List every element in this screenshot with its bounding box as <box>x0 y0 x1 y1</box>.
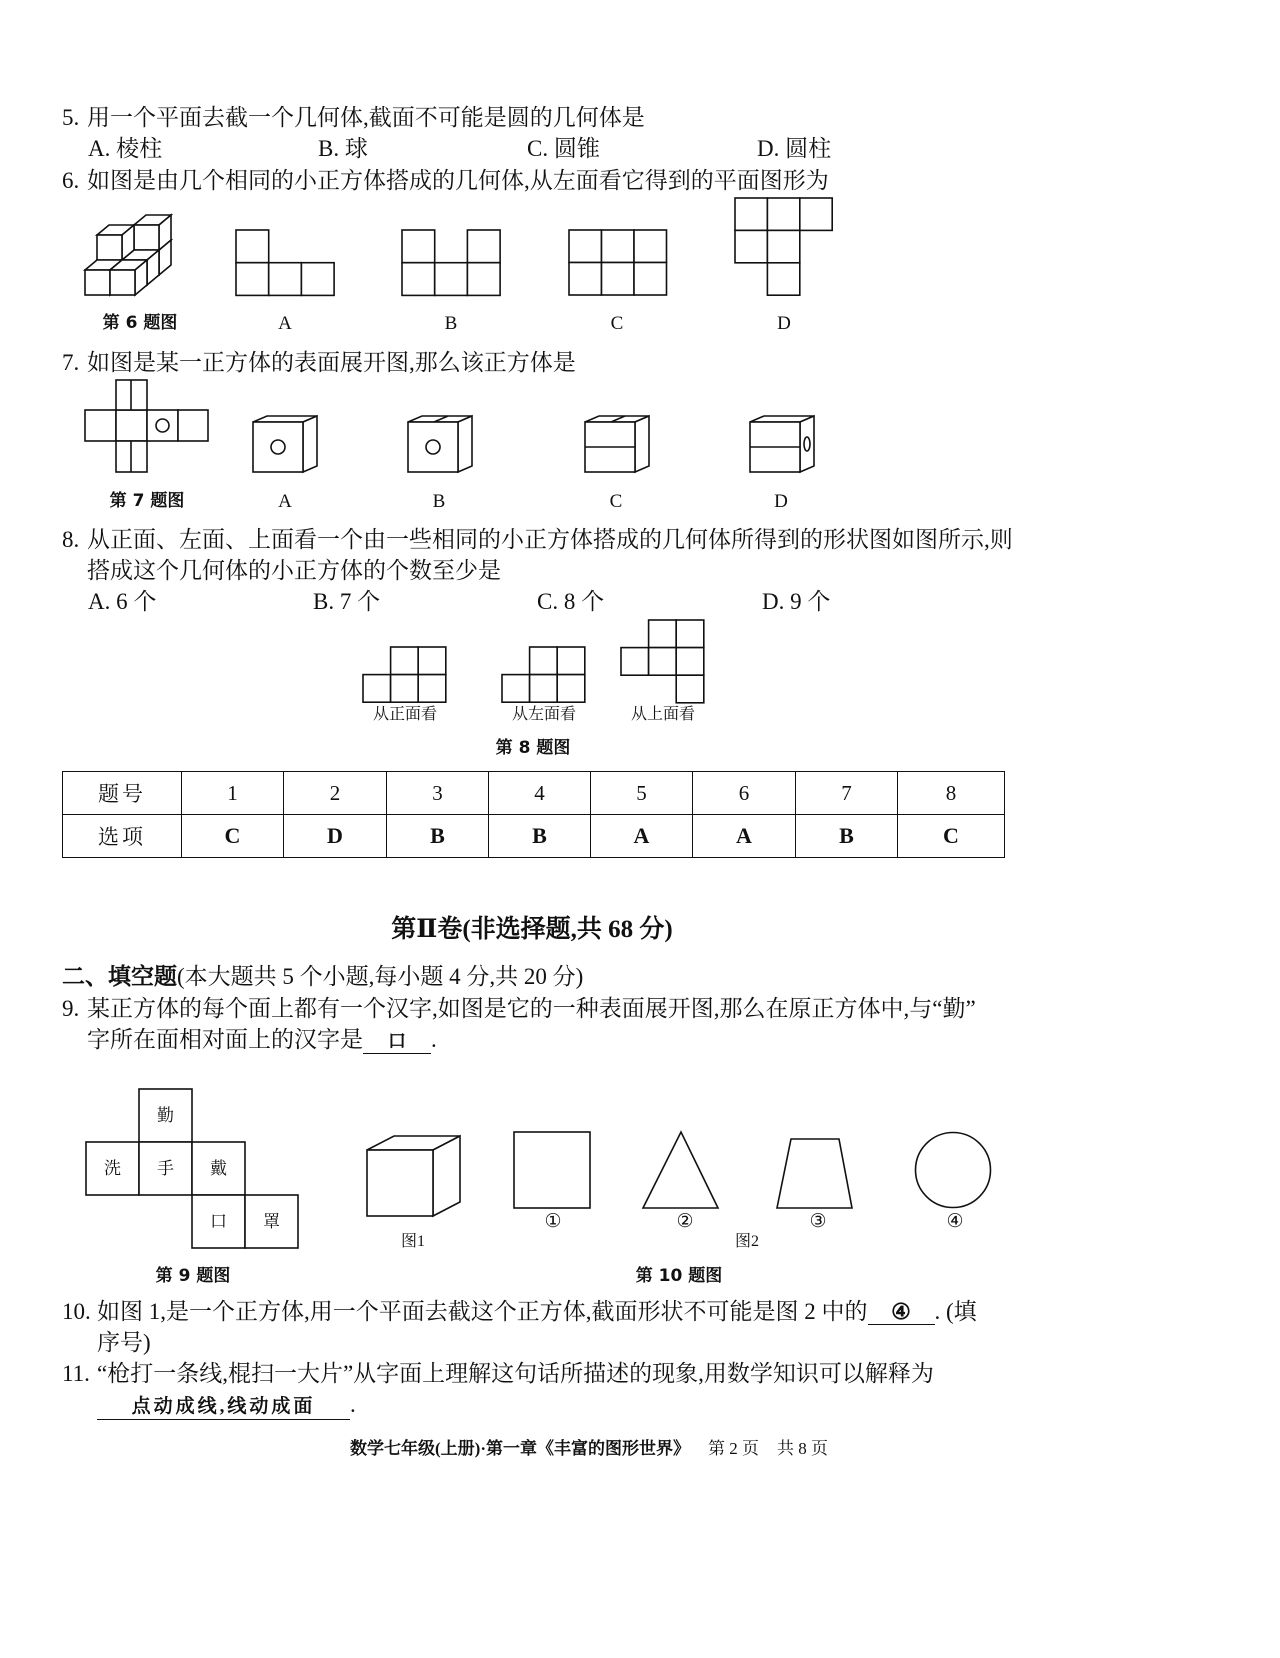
grid-square <box>301 263 334 296</box>
q10-answer-blank: ④ <box>868 1300 935 1325</box>
footer-title: 数学七年级(上册)·第一章《丰富的图形世界》 <box>350 1439 690 1458</box>
q5-stem-line <box>62 102 645 133</box>
q8-option-d: D. 9 个 <box>762 589 831 614</box>
net-face <box>116 410 147 441</box>
grid-square <box>467 263 500 296</box>
grid-square <box>735 198 767 230</box>
q8-left-view-label: 从左面看 <box>511 706 577 723</box>
grid-square <box>735 230 767 262</box>
cube-right-face <box>800 416 814 472</box>
table-row-answers <box>63 815 1005 858</box>
q10-shape-label: ④ <box>946 1211 964 1232</box>
q5-stem: 用一个平面去截一个几何体,截面不可能是圆的几何体是 <box>87 105 645 130</box>
cube-right-face <box>303 416 317 472</box>
q10-stem-after: . (填 <box>934 1299 977 1324</box>
q6-option-a-figure <box>236 230 334 295</box>
q8-option-a: A. 6 个 <box>88 589 157 614</box>
grid-square <box>530 675 558 703</box>
page-footer <box>350 1437 828 1461</box>
section-title: 二、填空题 <box>62 964 177 989</box>
q5-option-a: A. 棱柱 <box>88 136 163 161</box>
grid-square <box>800 198 832 230</box>
q5-number: 5. <box>62 105 80 130</box>
cube-front-face <box>85 270 110 295</box>
q10-circle-shape <box>916 1133 991 1208</box>
grid-square <box>402 263 435 296</box>
net-face-label: 手 <box>157 1159 174 1178</box>
q10-square-shape <box>514 1132 590 1208</box>
grid-square <box>236 230 269 263</box>
grid-square <box>557 675 585 703</box>
q6-option-d-label: D <box>777 313 791 334</box>
q10-trapezoid-shape <box>777 1139 852 1208</box>
q10-shape-label: ① <box>544 1211 562 1232</box>
q9-cube-net <box>86 1089 298 1248</box>
question-number-cell: 5 <box>591 772 693 815</box>
q6-number: 6. <box>62 168 80 193</box>
row-header-number: 题号 <box>63 772 182 815</box>
q8-stem-line-2: 搭成这个几何体的小正方体的个数至少是 <box>87 558 501 583</box>
q10-figure1-label: 图1 <box>400 1233 426 1250</box>
q6-option-d-figure <box>735 198 832 295</box>
grid-square <box>402 230 435 263</box>
cube <box>585 416 649 472</box>
part2-heading: 第Ⅱ卷(非选择题,共 68 分) <box>391 916 673 943</box>
q9-stem-2: 字所在面相对面上的汉字是 <box>87 1027 363 1052</box>
q8-top-view <box>621 620 704 703</box>
q7-cube-net <box>85 380 208 472</box>
q10-shape-label: ② <box>676 1211 694 1232</box>
grid-square <box>363 675 391 703</box>
q8-option-b: B. 7 个 <box>313 589 381 614</box>
cube-front-face <box>110 270 135 295</box>
question-number-cell: 1 <box>182 772 284 815</box>
answer-cell: B <box>796 815 898 858</box>
q6-option-b-figure <box>402 230 500 295</box>
grid-square <box>502 675 530 703</box>
question-number-cell: 3 <box>387 772 489 815</box>
q10-number: 10. <box>62 1299 91 1324</box>
grid-square <box>649 648 677 676</box>
question-number-cell: 8 <box>898 772 1005 815</box>
net-face-circle <box>147 410 178 441</box>
q10-shape-label: ③ <box>809 1211 827 1232</box>
section-title-line <box>62 961 583 992</box>
q10-stem-line-2: 序号) <box>97 1330 151 1355</box>
q7-option-c-cube <box>585 416 649 472</box>
answer-table <box>62 771 1005 858</box>
q10-triangle-shape <box>643 1132 718 1208</box>
grid-square <box>767 198 799 230</box>
q9-stem-line-2 <box>87 1024 437 1055</box>
q7-caption: 第 7 题图 <box>109 491 185 511</box>
grid-square <box>530 647 558 675</box>
grid-square <box>621 648 649 676</box>
cube <box>97 225 134 260</box>
answer-cell: B <box>387 815 489 858</box>
grid-square <box>676 675 704 703</box>
grid-square <box>269 263 302 296</box>
cube-front-face <box>408 422 458 472</box>
grid-square <box>418 647 446 675</box>
answer-cell: C <box>182 815 284 858</box>
q7-stem-line <box>62 347 576 378</box>
q8-left-view <box>502 647 585 702</box>
q11-answer-blank: 点动成线,线动成面 <box>97 1395 350 1420</box>
grid-square <box>557 647 585 675</box>
q11-period: . <box>350 1392 356 1417</box>
net-face-label: 洗 <box>104 1159 121 1178</box>
question-number-cell: 2 <box>284 772 387 815</box>
q7-number: 7. <box>62 350 80 375</box>
cube-front-face <box>253 422 303 472</box>
q7-option-a-cube <box>253 416 317 472</box>
q11-answer-line <box>97 1389 356 1420</box>
q7-option-b-label: B <box>432 491 446 512</box>
net-face <box>178 410 208 441</box>
q8-front-view <box>363 647 446 702</box>
q7-stem: 如图是某一正方体的表面展开图,那么该正方体是 <box>87 350 576 375</box>
q7-option-a-label: A <box>278 491 292 512</box>
q6-option-c-figure <box>569 230 667 295</box>
q8-number: 8. <box>62 527 80 552</box>
q8-option-c: C. 8 个 <box>537 589 605 614</box>
grid-square <box>634 230 667 263</box>
grid-square <box>634 263 667 296</box>
grid-square <box>569 230 602 263</box>
q9-period: . <box>431 1027 437 1052</box>
q8-stem-line <box>62 524 1013 555</box>
q5-option-b: B. 球 <box>318 136 368 161</box>
cube-front-face <box>97 235 122 260</box>
q9-answer-blank: 口 <box>363 1029 431 1054</box>
grid-square <box>569 263 602 296</box>
q6-option-a-label: A <box>278 313 292 334</box>
grid-square <box>676 620 704 648</box>
net-face <box>85 410 116 441</box>
footer-total-pages: 共 8 页 <box>777 1439 828 1458</box>
q9-number: 9. <box>62 996 80 1021</box>
cube <box>367 1136 460 1216</box>
question-number-cell: 7 <box>796 772 898 815</box>
q6-option-b-label: B <box>444 313 458 334</box>
answer-cell: B <box>489 815 591 858</box>
q9-stem-line <box>62 993 976 1024</box>
q8-stem: 从正面、左面、上面看一个由一些相同的小正方体搭成的几何体所得到的形状图如图所示,则 <box>87 527 1013 552</box>
q10-caption: 第 10 题图 <box>635 1266 723 1286</box>
grid-square <box>435 263 468 296</box>
grid-square <box>767 230 799 262</box>
grid-square <box>236 263 269 296</box>
grid-square <box>676 648 704 676</box>
q9-stem: 某正方体的每个面上都有一个汉字,如图是它的一种表面展开图,那么在原正方体中,与“勤” <box>87 996 976 1021</box>
q8-front-view-label: 从正面看 <box>372 706 438 723</box>
grid-square <box>602 263 635 296</box>
q6-option-c-label: C <box>610 313 624 334</box>
q5-option-d: D. 圆柱 <box>757 136 832 161</box>
net-face-label: 口 <box>210 1212 227 1231</box>
q10-stem: 如图 1,是一个正方体,用一个平面去截这个正方体,截面形状不可能是图 2 中的 <box>97 1299 868 1324</box>
grid-square <box>391 647 419 675</box>
q7-option-d-label: D <box>774 491 788 512</box>
q11-number: 11. <box>62 1361 90 1386</box>
cube-right-face <box>458 416 472 472</box>
cube-front-face <box>367 1150 433 1216</box>
cube-front-face <box>134 225 159 250</box>
grid-square <box>602 230 635 263</box>
footer-page-number: 第 2 页 <box>708 1439 759 1458</box>
answer-cell: C <box>898 815 1005 858</box>
q7-option-b-cube <box>408 416 472 472</box>
q11-stem-line <box>62 1358 934 1389</box>
q10-figure2-label: 图2 <box>734 1233 760 1250</box>
q9-caption: 第 9 题图 <box>155 1266 231 1286</box>
row-header-option: 选项 <box>63 815 182 858</box>
answer-cell: D <box>284 815 387 858</box>
q8-top-view-label: 从上面看 <box>630 706 696 723</box>
q11-stem: “枪打一条线,棍扫一大片”从字面上理解这句话所描述的现象,用数学知识可以解释为 <box>97 1361 934 1386</box>
net-face-label: 戴 <box>210 1159 227 1178</box>
cube <box>134 215 171 250</box>
question-number-cell: 6 <box>693 772 796 815</box>
q7-option-d-cube <box>750 416 814 472</box>
q7-option-c-label: C <box>609 491 623 512</box>
section-note: (本大题共 5 个小题,每小题 4 分,共 20 分) <box>177 964 584 989</box>
q6-solid-figure <box>85 215 171 295</box>
grid-square <box>467 230 500 263</box>
net-face-label: 罩 <box>263 1212 280 1231</box>
q6-caption: 第 6 题图 <box>102 313 178 333</box>
q10-stem-line <box>62 1296 977 1327</box>
answer-cell: A <box>693 815 796 858</box>
cube <box>110 260 147 295</box>
grid-square <box>767 263 799 295</box>
q10-figure1-cube <box>367 1136 460 1216</box>
q5-option-c: C. 圆锥 <box>527 136 600 161</box>
net-face-label: 勤 <box>157 1106 174 1125</box>
q6-stem: 如图是由几个相同的小正方体搭成的几何体,从左面看它得到的平面图形为 <box>87 168 829 193</box>
table-row-question-numbers <box>63 772 1005 815</box>
question-number-cell: 4 <box>489 772 591 815</box>
answer-cell: A <box>591 815 693 858</box>
grid-square <box>418 675 446 703</box>
q6-stem-line <box>62 165 829 196</box>
grid-square <box>391 675 419 703</box>
cube-right-face <box>433 1136 460 1216</box>
grid-square <box>649 620 677 648</box>
cube-right-face <box>635 416 649 472</box>
q8-caption: 第 8 题图 <box>495 738 571 758</box>
